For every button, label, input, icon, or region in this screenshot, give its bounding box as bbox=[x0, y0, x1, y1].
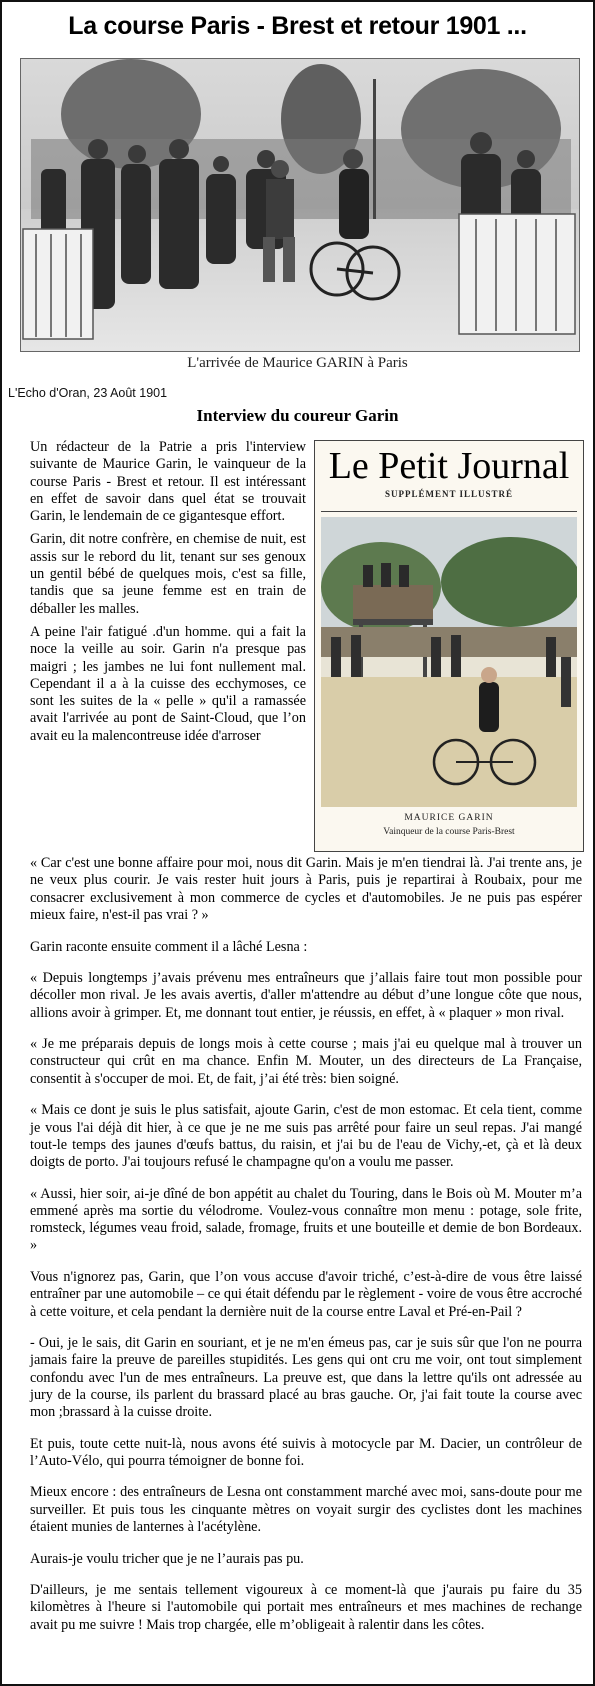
plate-caption-text: Vainqueur de la course Paris-Brest bbox=[383, 827, 515, 837]
paragraph: Mieux encore : des entraîneurs de Lesna ont constamment marché avec moi, sans-doute pour me surveiller. Et puis tous les cinquante mètres on voyait surgir des cyclistes dont les machines étaient munies de lanternes à l'acétylène. bbox=[30, 1484, 582, 1536]
petit-journal-cover bbox=[314, 440, 584, 852]
paragraph: « Mais ce dont je suis le plus satisfait, ajoute Garin, c'est de mon estomac. Et cela tient, comme je vous l'ai déjà dit hier, à ce que je ne me suis pas arrêté pour faire un seul repas. J'ai mangé tout-le temps des jaunes d'œufs battus, du raisin, et j'ai bu de l'eau de Vichy,-et, çà et là deux doigts de porto. J'ai toujours refusé le champagne qu'on a voulu me passer. bbox=[30, 1102, 582, 1171]
paragraph: Garin, dit notre confrère, en chemise de nuit, est assis sur le rebord du lit, tenant sur ses genoux un gentil bébé de quelques mois, c'est sa fille, tandis que sa jeune femme est en train de déballer les malles. bbox=[30, 531, 306, 617]
paragraph: Et puis, toute cette nuit-là, nous avons été suivis à motocycle par M. Dacier, un contrôleur de l’Auto-Vélo, qui pourra témoigner de bonne foi. bbox=[30, 1435, 582, 1469]
photo-caption: L'arrivée de Maurice GARIN à Paris bbox=[187, 355, 408, 371]
paragraph: Vous n'ignorez pas, Garin, que l’on vous accuse d'avoir triché, c’est-à-dire de vous être laissé entraîner par une automobile – ce qui était défendu par le règlement - voire de vous être accroché à cette voiture, et cela pendant la dernière nuit de la course entre Laval et Pré-en-Pail ? bbox=[30, 1268, 582, 1320]
paragraph: Un rédacteur de la Patrie a pris l'interview suivante de Maurice Garin, le vainqueur de la course Paris - Brest et retour. Il est intéressant en effet de savoir dans quel état se trouvait Garin, le lendemain de ce gigantesque effort. bbox=[30, 439, 306, 525]
plate-illustration bbox=[321, 517, 577, 807]
article-subtitle: Interview du coureur Garin bbox=[196, 406, 399, 425]
paragraph: A peine l'air fatigué .d'un homme. qui a fait la noce la veille au soir. Garin n'a presque pas maigri ; les jambes ne lui font nullement mal. Cependant il a à la cuisse des ecchymoses, ce sont les suites de la « pelle » qu'il a ramassée avait l'arrivée au pont de Saint-Cloud, que l’on avait eu la malencontreuse idée d'arroser bbox=[30, 623, 306, 744]
paragraph: Garin raconte ensuite comment il a lâché Lesna : bbox=[30, 938, 308, 955]
plate-caption-name: MAURICE GARIN bbox=[404, 813, 494, 823]
plate-masthead: Le Petit Journal bbox=[328, 445, 570, 487]
paragraph: D'ailleurs, je me sentais tellement vigoureux à ce moment-là que j'aurais pu faire du 35 kilomètres à l'heure si l'automobile qui portait mes entraîneurs et mes machines de rechange avait pu me suivre ! Mais trop chargée, elle m’obligeait à ralentir dans les côtes. bbox=[30, 1582, 582, 1633]
full-width-text bbox=[30, 841, 582, 1648]
plate-rule bbox=[321, 511, 577, 512]
paragraph: « Depuis longtemps j’avais prévenu mes entraîneurs que j’allais faire tout mon possible pour décoller mon rival. Je les avais avertis, d'aller m'attendre au début d’une longue côte que nous, allions avoir à grimper. Et, me donnant tout entier, je réussis, en effet, à « plaquer » mon rival. bbox=[30, 970, 582, 1021]
arrival-photo bbox=[20, 58, 580, 352]
source-line: L'Echo d'Oran, 23 Août 1901 bbox=[8, 386, 168, 400]
paragraph: « Je me préparais depuis de longs mois à cette course ; mais j'ai eu quelque mal à trouver un constructeur qui crût en ma chance. Enfin M. Mouter, un des directeurs de La Française, consentit à s'occuper de moi. Et, de fait, j’ai été très: bien soigné. bbox=[30, 1036, 582, 1087]
paragraph: - Oui, je le sais, dit Garin en souriant, et je ne m'en émeus pas, car je suis sûr que l'on ne pourra jamais faire la preuve de pareilles stupidités. Les gens qui ont cru me voir, ont tout simplement confondu avec l'un de mes entraîneurs. La preuve est, que dans la lettre qu'ils ont adressée au jury de la course, ils parlent du brassard placé au bras gauche. Or, j'ai fait toute la course avec mon ;brassard à la cuisse droite. bbox=[30, 1335, 582, 1421]
page-title: La course Paris - Brest et retour 1901 ... bbox=[68, 12, 527, 40]
column-text bbox=[30, 439, 306, 751]
paragraph: Aurais-je voulu tricher que je ne l’aurais pas pu. bbox=[30, 1550, 304, 1567]
paragraph: « Aussi, hier soir, ai-je dîné de bon appétit au chalet du Touring, dans le Bois où M. Mouter m’a emmené après ma sortie du vélodrome. Voulez-vous connaître mon menu : potage, sole frite, romsteck, légumes veau froid, salade, fromage, fruits et une bouteille et demie de bon Bordeaux. » bbox=[30, 1185, 582, 1254]
paragraph: « Car c'est une bonne affaire pour moi, nous dit Garin. Mais je m'en tiendrai là. J'ai trente ans, je ne veux plus courir. Je vais rester huit jours à Paris, puis je repartirai à Roubaix, pour me consacrer exclusivement à mon commerce de cycles et d'automobiles. Je ne puis pas espérer mieux faire, n'est-il pas vrai ? » bbox=[30, 855, 582, 924]
plate-supplement: SUPPLÉMENT ILLUSTRÉ bbox=[384, 489, 514, 499]
